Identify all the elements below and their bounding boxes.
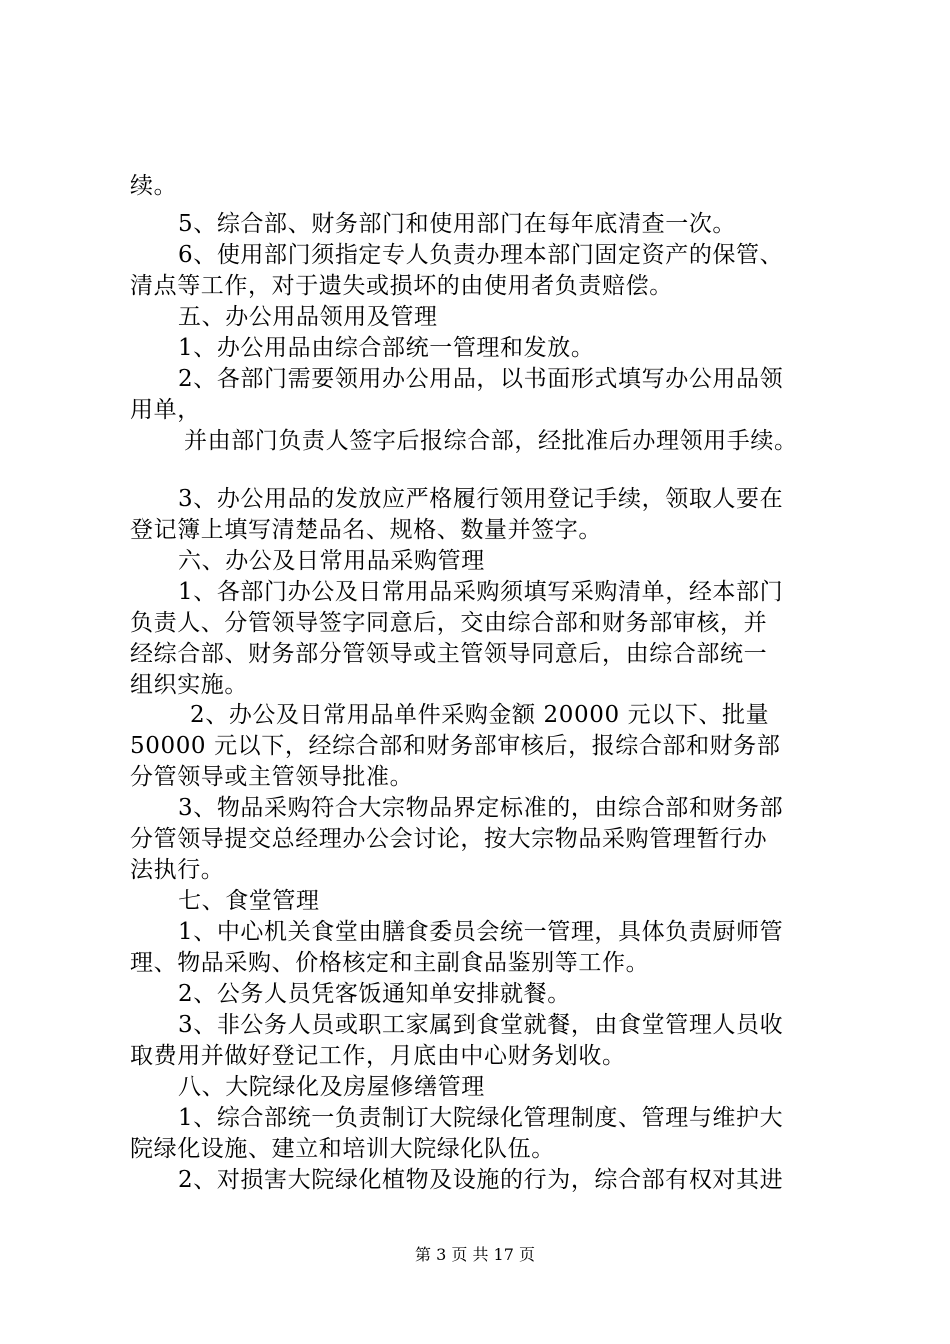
text-line-25: 理、物品采购、价格核定和主副食品鉴别等工作。 [130, 950, 650, 976]
text-line-19: 分管领导或主管领导批准。 [130, 764, 414, 790]
text-line-32: 2、对损害大院绿化植物及设施的行为，综合部有权对其进 [178, 1167, 784, 1193]
text-line-28: 取费用并做好登记工作，月底由中心财务划收。 [130, 1043, 626, 1069]
text-line-26: 2、公务人员凭客饭通知单安排就餐。 [178, 981, 571, 1007]
text-line-11: 登记簿上填写清楚品名、规格、数量并签字。 [130, 517, 602, 543]
section-heading-6: 六、办公及日常用品采购管理 [178, 548, 485, 574]
text-line-22: 法执行。 [130, 857, 225, 883]
text-line-10: 3、办公用品的发放应严格履行领用登记手续，领取人要在 [178, 486, 784, 512]
text-line-31: 院绿化设施、建立和培训大院绿化队伍。 [130, 1136, 555, 1162]
text-line-02: 5、综合部、财务部门和使用部门在每年底清查一次。 [178, 211, 737, 237]
text-line-01: 续。 [130, 173, 178, 199]
section-heading-7: 七、食堂管理 [178, 888, 320, 914]
text-line-07: 2、各部门需要领用办公用品，以书面形式填写办公用品领 [178, 366, 784, 392]
text-line-27: 3、非公务人员或职工家属到食堂就餐，由食堂管理人员收 [178, 1012, 784, 1038]
section-heading-5: 五、办公用品领用及管理 [178, 304, 438, 330]
section-heading-8: 八、大院绿化及房屋修缮管理 [178, 1074, 485, 1100]
page-number-footer: 第 3 页 共 17 页 [415, 1245, 535, 1264]
text-line-18: 50000 元以下，经综合部和财务部审核后，报综合部和财务部 [130, 733, 781, 759]
text-line-20: 3、物品采购符合大宗物品界定标准的，由综合部和财务部 [178, 795, 784, 821]
text-line-08: 用单， [130, 397, 201, 423]
text-line-03: 6、使用部门须指定专人负责办理本部门固定资产的保管、 [178, 242, 784, 268]
text-line-17: 2、办公及日常用品单件采购金额 20000 元以下、批量 [190, 702, 770, 728]
text-line-14: 负责人、分管领导签字同意后，交由综合部和财务部审核，并 [130, 610, 768, 636]
text-line-21: 分管领导提交总经理办公会讨论，按大宗物品采购管理暂行办 [130, 826, 768, 852]
text-line-09: 并由部门负责人签字后报综合部，经批准后办理领用手续。 [184, 428, 798, 454]
text-line-30: 1、综合部统一负责制订大院绿化管理制度、管理与维护大 [178, 1105, 784, 1131]
text-line-06: 1、办公用品由综合部统一管理和发放。 [178, 335, 595, 361]
text-line-13: 1、各部门办公及日常用品采购须填写采购清单，经本部门 [178, 579, 784, 605]
text-line-24: 1、中心机关食堂由膳食委员会统一管理，具体负责厨师管 [178, 919, 784, 945]
text-line-15: 经综合部、财务部分管领导或主管领导同意后，由综合部统一 [130, 641, 768, 667]
text-line-16: 组织实施。 [130, 672, 248, 698]
text-line-04: 清点等工作，对于遗失或损坏的由使用者负责赔偿。 [130, 273, 673, 299]
